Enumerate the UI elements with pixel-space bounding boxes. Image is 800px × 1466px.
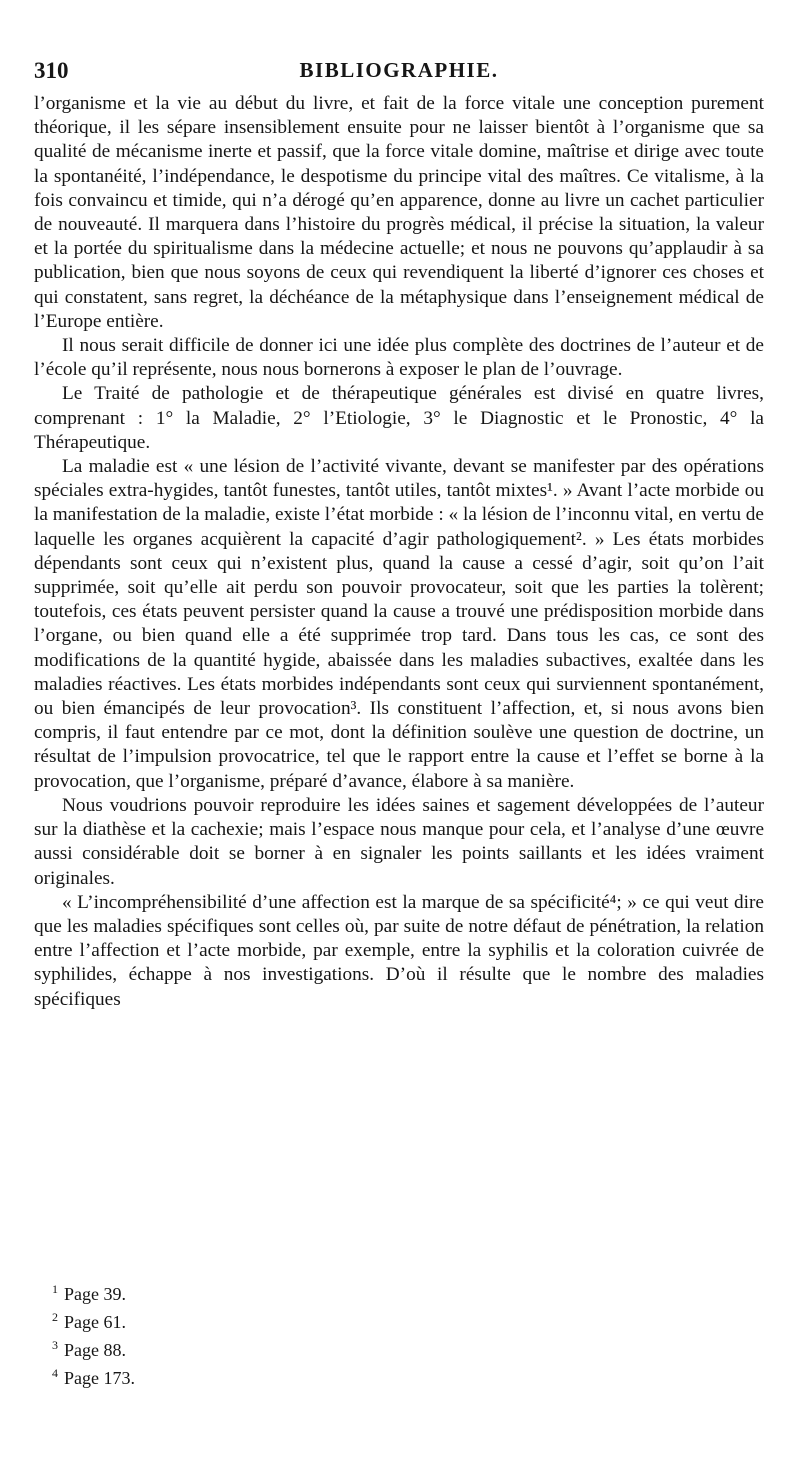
page-header: [34, 58, 764, 88]
body-text: [34, 92, 764, 1012]
footnotes: [52, 1278, 135, 1390]
footnote-mark: 2: [52, 1310, 58, 1324]
running-title: BIBLIOGRAPHIE.: [299, 58, 499, 82]
footnote: [52, 1306, 135, 1334]
footnote-mark: 1: [52, 1282, 58, 1296]
footnote-text: Page 39.: [64, 1284, 126, 1304]
paragraph-specificite: « L’incompréhensibilité d’une affection est la marque de sa spécificité⁴; » ce qui veut dire que les maladies spécifiques sont celles où, par suite de notre défaut de pénétration, la relation entre l’affection et l’acte morbide, par exemple, entre la syphilis et la coloration cuivrée de syphilides, échappe à nos investigations. D’où il résulte que le nombre des maladies spécifiques: [34, 891, 764, 1010]
paragraph-maladie-definition: La maladie est « une lésion de l’activité vivante, devant se manifester par des opérations spéciales extra-hygides, tantôt funestes, tantôt utiles, tantôt mixtes¹. » Avant l’acte morbide ou la manifestation de la maladie, existe l’état morbide : « la lésion de l’inconnu vital, en vertu de laquelle les organes acquièrent la capacité d’agir pathologiquement². » Les états morbides dépendants sont ceux qui n’existent plus, quand la cause a cessé d’agir, soit qu’on l’ait supprimée, soit qu’elle ait perdu son pouvoir provocateur, soit que les parties la tolèrent; toutefois, ces états peuvent persister quand la cause a trouvé une prédisposition morbide dans l’organe, ou bien quand elle a été supprimée trop tard. Dans tous les cas, ce sont des modifications de la quantité hygide, abaissée dans les maladies subactives, exaltée dans les maladies réactives. Les états morbides indépendants sont ceux qui surviennent spontanément, ou bien émancipés de leur provocation³. Ils constituent l’affection, et, si nous avons bien compris, il faut entendre par ce mot, dont la définition soulève une question de doctrine, un résultat de l’impulsion provocatrice, tel que le rapport entre la cause et l’effet se borne à la provocation, que l’organisme, préparé d’avance, élabore à sa manière.: [34, 456, 764, 792]
footnote: [52, 1334, 135, 1362]
paragraph-traite-structure: Le Traité de pathologie et de thérapeutique générales est divisé en quatre livres, comprenant : 1° la Maladie, 2° l’Etiologie, 3° le Diagnostic et le Pronostic, 4° la Thérapeutique.: [34, 383, 764, 453]
paragraph-diathese: Nous voudrions pouvoir reproduire les idées saines et sagement développées de l’auteur sur la diathèse et la cachexie; mais l’espace nous manque pour cela, et l’analyse d’une œuvre aussi considérable doit se borner à en signaler les points saillants et les idées vraiment originales.: [34, 794, 764, 889]
footnote-mark: 4: [52, 1366, 58, 1380]
footnote: [52, 1278, 135, 1306]
footnote-text: Page 88.: [64, 1340, 126, 1360]
footnote-text: Page 61.: [64, 1312, 126, 1332]
paragraph-continued: l’organisme et la vie au début du livre, et fait de la force vitale une conception purement théorique, il les sépare insensiblement ensuite pour ne laisser bientôt à l’organisme que sa qualité de mécanisme inerte et passif, que la force vitale domine, maîtrise et dirige avec toute la spontanéité, l’indépendance, le despotisme du principe vital des maîtres. Ce vitalisme, à la fois convaincu et timide, qui n’a dérogé qu’en apparence, donne au livre un cachet particulier de nouveauté. Il marquera dans l’histoire du progrès médical, il précise la situation, la valeur et la portée du spiritualisme dans la médecine actuelle; et nous ne pouvons qu’applaudir à sa publication, bien que nous soyons de ceux qui revendiquent la liberté d’ignorer ces choses et qui constatent, sans regret, la déchéance de la métaphysique dans l’enseignement médical de l’Europe entière.: [34, 93, 764, 332]
footnote-text: Page 173.: [64, 1368, 135, 1388]
page-number: 310: [34, 58, 69, 83]
paragraph-plan: Il nous serait difficile de donner ici une idée plus complète des doctrines de l’auteur et de l’école qu’il représente, nous nous bornerons à exposer le plan de l’ouvrage.: [34, 335, 764, 381]
footnote-mark: 3: [52, 1338, 58, 1352]
footnote: [52, 1362, 135, 1390]
